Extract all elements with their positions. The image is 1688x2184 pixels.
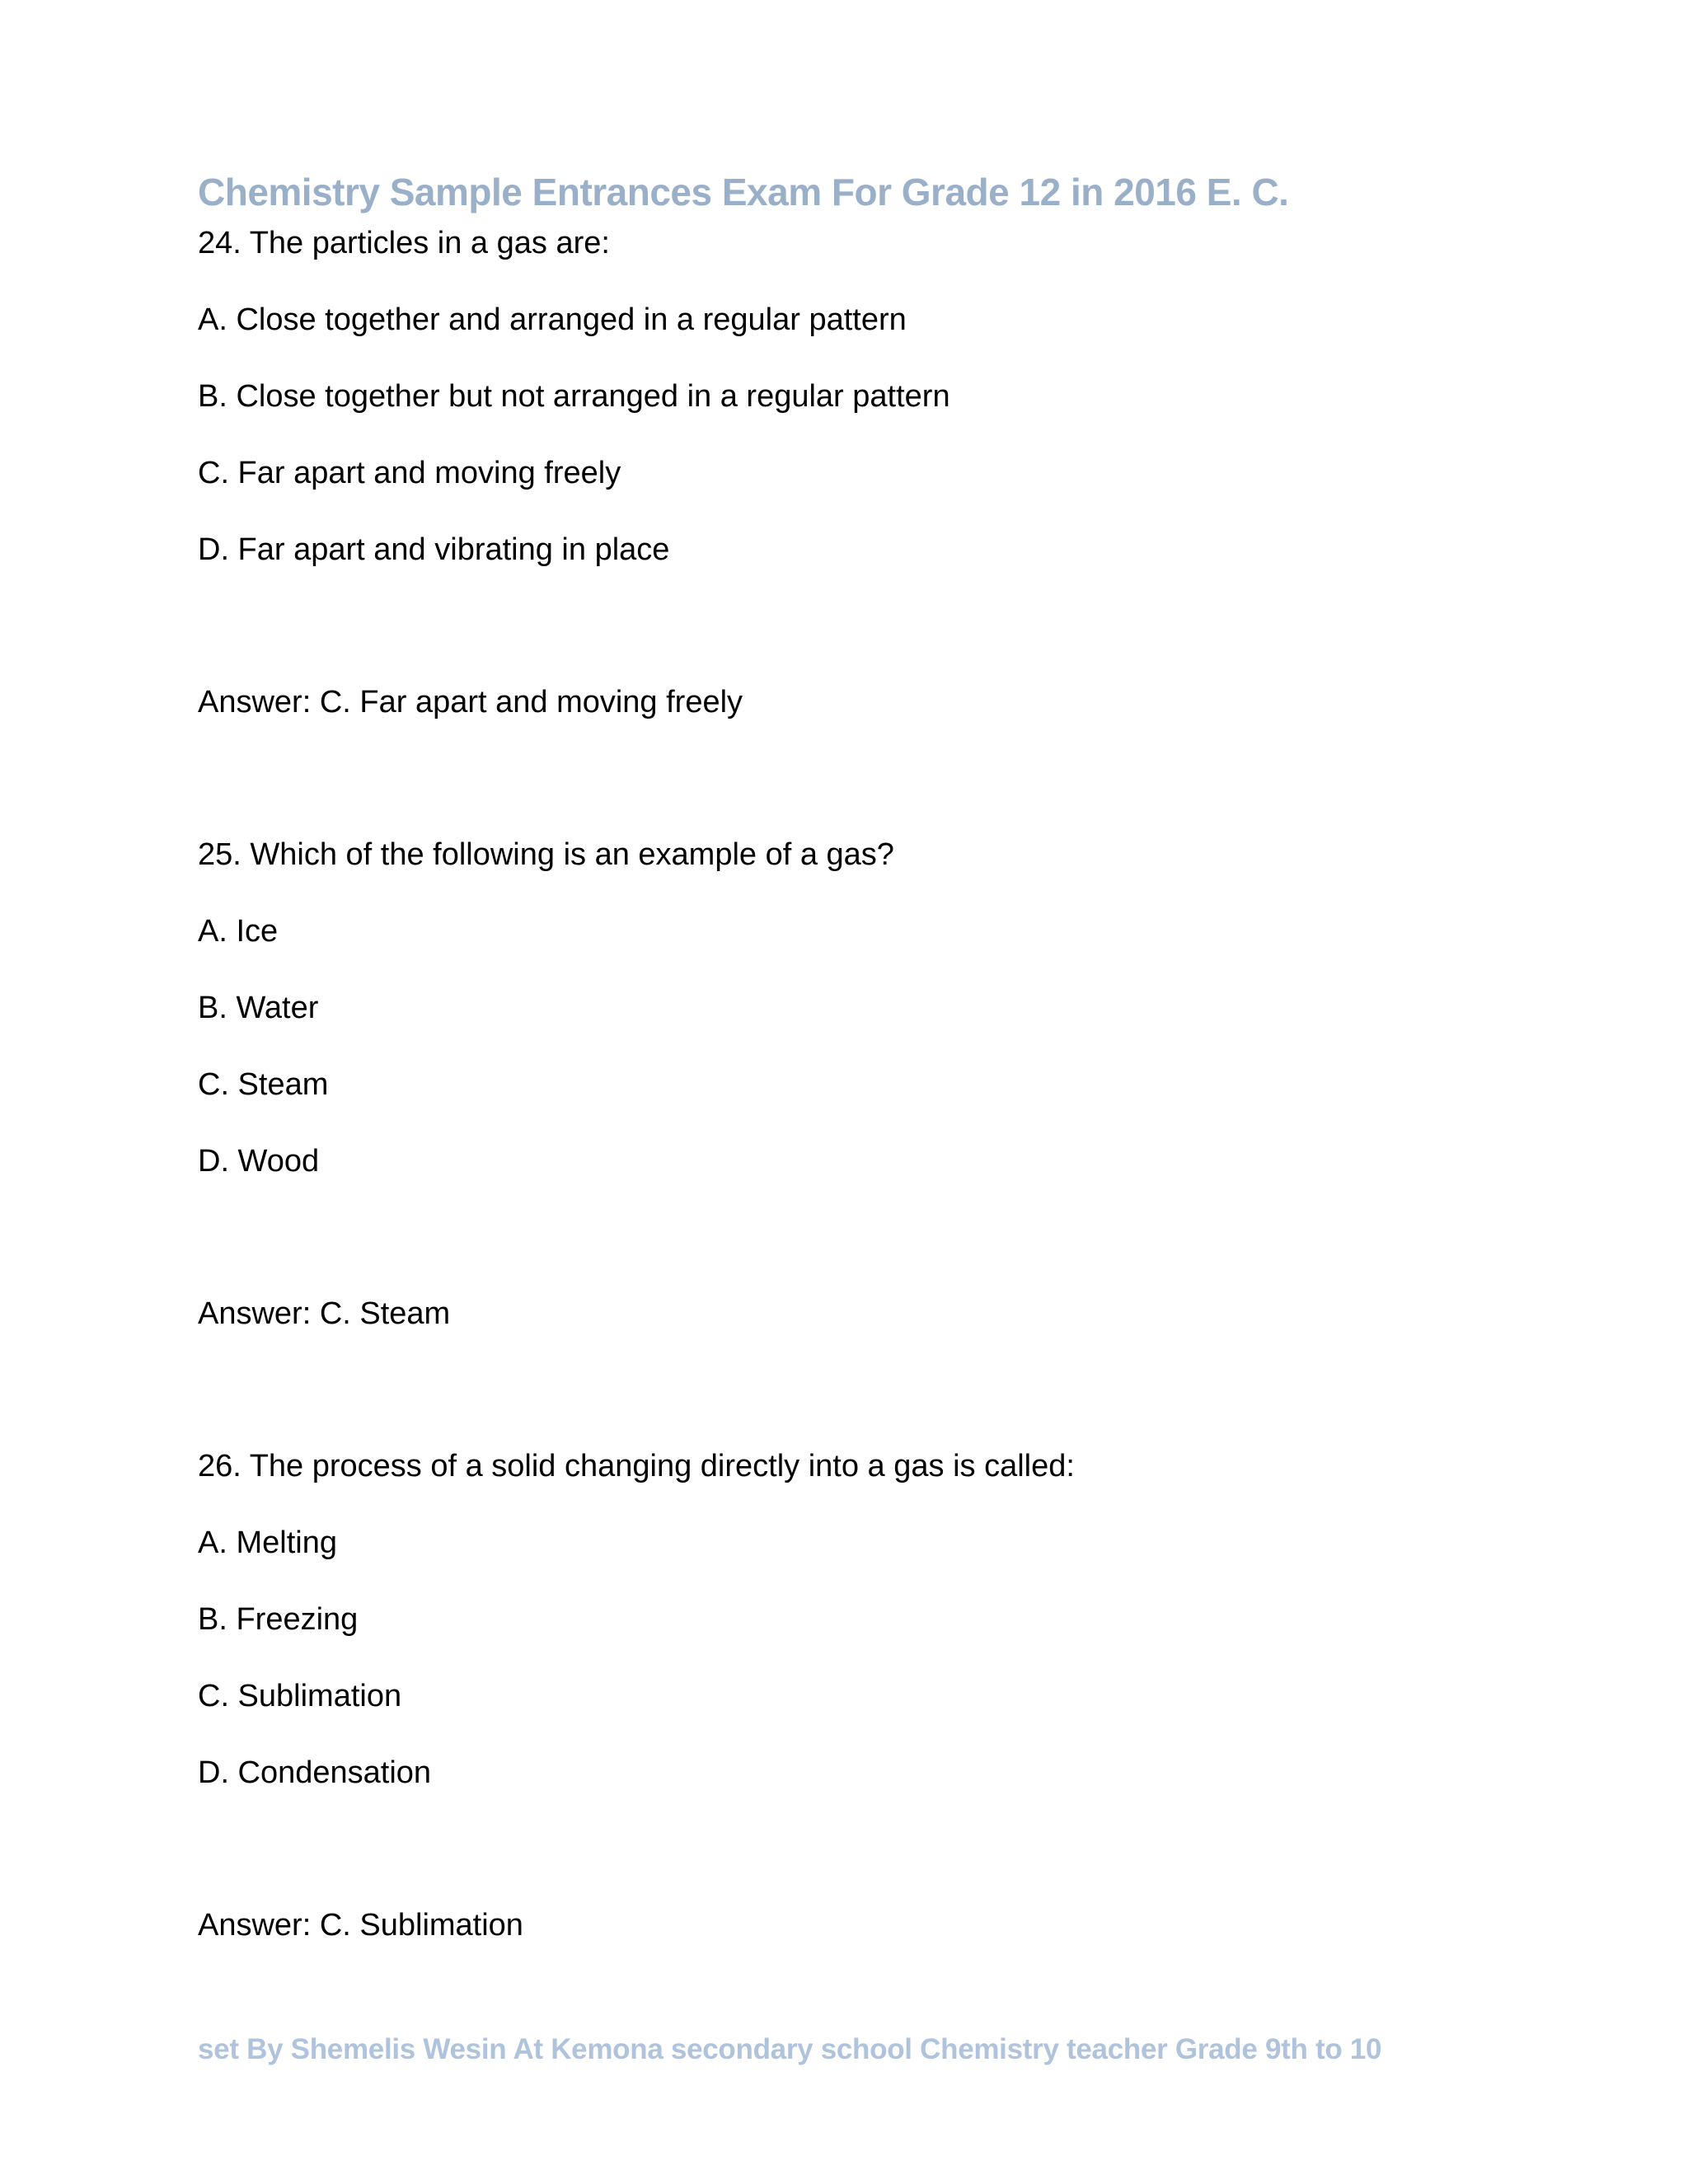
- question-25-text: 25. Which of the following is an example of a gas?: [198, 837, 894, 872]
- question-25-answer: Answer: C. Steam: [198, 1296, 451, 1331]
- question-25-option-d: D. Wood: [198, 1144, 320, 1179]
- question-26-option-d: D. Condensation: [198, 1755, 432, 1790]
- question-24-answer: Answer: C. Far apart and moving freely: [198, 685, 743, 719]
- question-26-option-c: C. Sublimation: [198, 1679, 402, 1713]
- question-24-option-b: B. Close together but not arranged in a regular pattern: [198, 379, 950, 414]
- question-24-option-c: C. Far apart and moving freely: [198, 456, 621, 490]
- question-24-text: 24. The particles in a gas are:: [198, 226, 610, 260]
- question-24-option-d: D. Far apart and vibrating in place: [198, 532, 670, 567]
- question-25-option-c: C. Steam: [198, 1067, 329, 1102]
- page-title: Chemistry Sample Entrances Exam For Grade 12 in 2016 E. C.: [198, 171, 1289, 213]
- question-26-text: 26. The process of a solid changing directly into a gas is called:: [198, 1449, 1075, 1483]
- question-25-option-a: A. Ice: [198, 914, 279, 949]
- question-25-option-b: B. Water: [198, 991, 319, 1025]
- question-26-option-a: A. Melting: [198, 1526, 337, 1560]
- question-26-answer: Answer: C. Sublimation: [198, 1908, 523, 1943]
- question-24-option-a: A. Close together and arranged in a regular pattern: [198, 302, 907, 337]
- author-footer: set By Shemelis Wesin At Kemona secondary school Chemistry teacher Grade 9th to 10: [198, 2033, 1382, 2065]
- question-26-option-b: B. Freezing: [198, 1602, 359, 1637]
- document-page: [198, 0, 1517, 2184]
